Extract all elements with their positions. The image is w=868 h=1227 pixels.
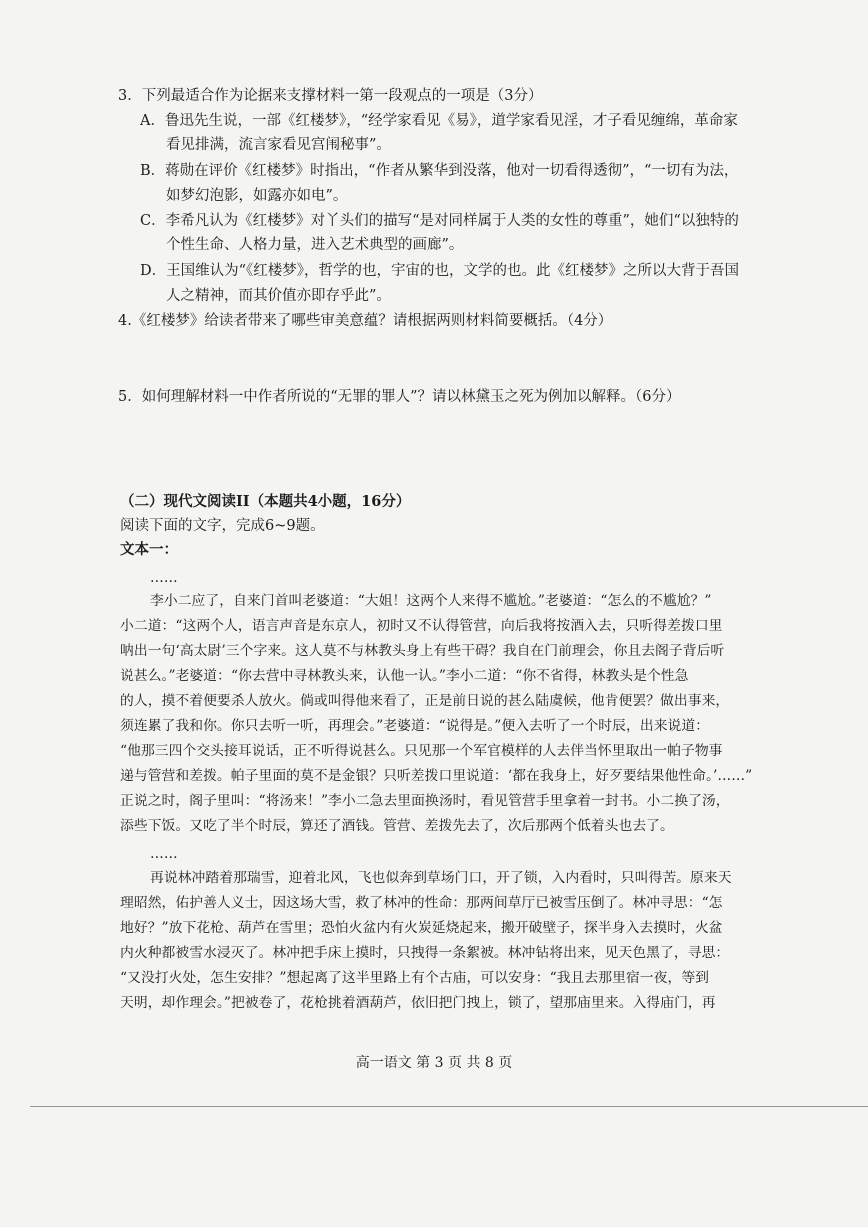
option-a-line2: 看见排满，流言家看见宫闱秘事”。: [166, 137, 391, 153]
page-footer: 高一语文 第 3 页 共 8 页: [355, 1055, 513, 1071]
passage-line: 内火种都被雪水浸灭了。林冲把手床上摸时，只拽得一条絮被。林冲钻将出来，见天色黑了，寻思：: [120, 945, 730, 961]
passage-line: 说甚么。”老婆道：“你去营中寻林教头来，认他一认。”李小二道：“你不省得，林教头是个性急: [120, 668, 689, 684]
question-4: 4.《红楼梦》给读者带来了哪些审美意蕴？请根据两则材料简要概括。（4分）: [118, 313, 613, 329]
section-instruction: 阅读下面的文字，完成6~9题。: [120, 518, 325, 534]
passage-line: “他那三四个交头接耳说话，正不听得说甚么。只见那一个军官模样的人去伴当怀里取出一帕子物事: [120, 743, 723, 759]
passage-line: 呐出一句‘高太尉’三个字来。这人莫不与林教头身上有些干碍？我自在门前理会，你且去阁子背后听: [120, 643, 725, 659]
section-heading: （二）现代文阅读II（本题共4小题，16分）: [120, 493, 411, 510]
passage-line: 理昭然，佑护善人义士，因这场大雪，救了林冲的性命：那两间草厅已被雪压倒了。林冲寻思：“怎: [120, 895, 723, 911]
option-c-line1: C．李希凡认为《红楼梦》对丫头们的描写“是对同样属于人类的女性的尊重”，她们“以独特的: [140, 213, 739, 229]
passage-line: 的人，摸不着便要杀人放火。倘或叫得他来看了，正是前日说的甚么陆虞候，他肯便罢？做出事来，: [120, 693, 730, 709]
passage-line: 递与管营和差拨。帕子里面的莫不是金银？只听差拨口里说道：‘都在我身上，好歹要结果他性命。’……”: [120, 768, 753, 784]
option-d-line1: D．王国维认为“《红楼梦》，哲学的也，宇宙的也，文学的也。此《红楼梦》之所以大背于吾国: [140, 263, 740, 279]
question-5: 5．如何理解材料一中作者所说的“无罪的罪人”？请以林黛玉之死为例加以解释。（6分）: [118, 389, 681, 405]
passage-line: 添些下饭。又吃了半个时辰，算还了酒钱。管营、差拨先去了，次后那两个低着头也去了。: [120, 818, 674, 834]
option-b-line1: B．蒋勋在评价《红楼梦》时指出，“作者从繁华到没落，他对一切看得透彻”，“一切有为法，: [140, 163, 739, 179]
passage-line: 李小二应了，自来门首叫老婆道：“大姐！这两个人来得不尴尬。”老婆道：“怎么的不尴尬？”: [150, 593, 712, 609]
option-d-line2: 人之精神，而其价值亦即存乎此”。: [166, 288, 391, 304]
passage-line: 再说林冲踏着那瑞雪，迎着北风，飞也似奔到草场门口，开了锁，入内看时，只叫得苦。原来天: [150, 870, 732, 886]
option-b-line2: 如梦幻泡影，如露亦如电”。: [166, 188, 348, 204]
passage-line: 地好？”放下花枪、葫芦在雪里；恐怕火盆内有火炭延烧起来，搬开破壁子，探半身入去摸时，火盆: [120, 920, 723, 936]
option-c-line2: 个性生命、人格力量，进入艺术典型的画廊”。: [166, 237, 464, 253]
scan-edge-line: [30, 1106, 868, 1107]
passage-line: 小二道：“这两个人，语言声音是东京人，初时又不认得管营，向后我将按酒入去，只听得差拨口里: [120, 618, 723, 634]
passage-line: 正说之时，阁子里叫：“将汤来！”李小二急去里面换汤时，看见管营手里拿着一封书。小二换了汤，: [120, 793, 730, 809]
ellipsis: ……: [150, 846, 178, 862]
text-label: 文本一：: [120, 541, 178, 558]
option-a-line1: A．鲁迅先生说，一部《红楼梦》，“经学家看见《易》，道学家看见淫，才子看见缠绵，革命家: [140, 113, 738, 129]
question-3-stem: 3．下列最适合作为论据来支撑材料一第一段观点的一项是（3分）: [118, 88, 543, 104]
passage-line: 须连累了我和你。你只去听一听，再理会。”老婆道：“说得是。”便入去听了一个时辰，出来说道：: [120, 718, 710, 734]
ellipsis: ……: [150, 570, 178, 586]
passage-line: “又没打火处，怎生安排？”想起离了这半里路上有个古庙，可以安身：“我且去那里宿一夜，等到: [120, 970, 710, 986]
passage-line: 天明，却作理会。”把被卷了，花枪挑着酒葫芦，依旧把门拽上，锁了，望那庙里来。入得庙门，再: [120, 995, 716, 1011]
